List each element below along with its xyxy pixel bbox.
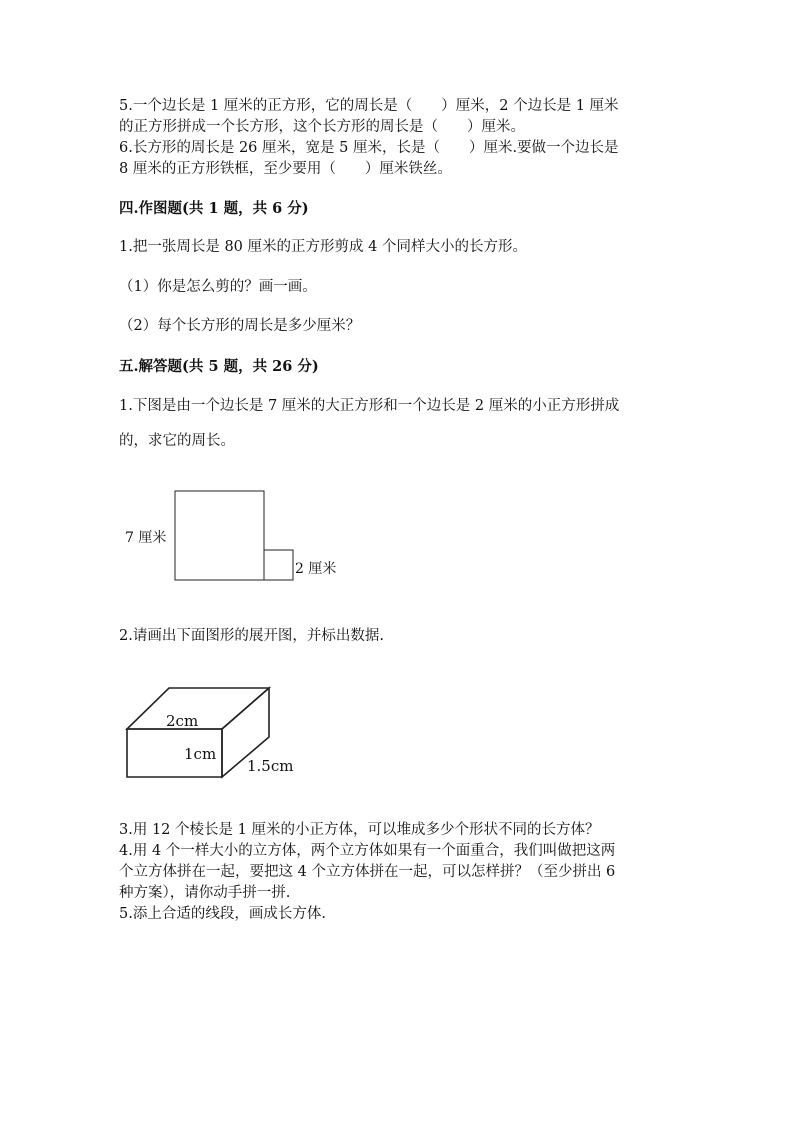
small-square-label: 2 厘米 bbox=[295, 561, 337, 577]
squares-figure bbox=[110, 480, 360, 590]
section-heading-solving: 五.解答题(共 5 题，共 26 分) bbox=[119, 358, 319, 375]
drawing-question-1-part-2: （2）每个长方形的周长是多少厘米？ bbox=[119, 318, 361, 334]
solving-question-2: 2.请画出下面图形的展开图，并标出数据. bbox=[119, 628, 384, 644]
cuboid-figure bbox=[110, 680, 310, 790]
cuboid-width-label: 1.5cm bbox=[247, 757, 294, 775]
cuboid-height-label: 1cm bbox=[184, 745, 217, 763]
solving-question-1-line-2: 的，求它的周长。 bbox=[119, 433, 235, 449]
drawing-question-1: 1.把一张周长是 80 厘米的正方形剪成 4 个同样大小的长方形。 bbox=[119, 239, 527, 255]
drawing-question-1-part-1: （1）你是怎么剪的？画一画。 bbox=[119, 279, 317, 295]
cuboid-length-label: 2cm bbox=[166, 712, 199, 730]
large-square-label: 7 厘米 bbox=[125, 530, 167, 546]
question-5-line-2: 的正方形拼成一个长方形，这个长方形的周长是（ ）厘米。 bbox=[119, 119, 525, 135]
solving-question-4-line-3: 种方案），请你动手拼一拼. bbox=[119, 885, 291, 901]
question-6-line-1: 6.长方形的周长是 26 厘米，宽是 5 厘米，长是（ ）厘米.要做一个边长是 bbox=[119, 140, 619, 156]
solving-question-1-line-1: 1.下图是由一个边长是 7 厘米的大正方形和一个边长是 2 厘米的小正方形拼成 bbox=[119, 398, 620, 414]
solving-question-5: 5.添上合适的线段，画成长方体. bbox=[119, 906, 326, 922]
question-5-line-1: 5.一个边长是 1 厘米的正方形，它的周长是（ ）厘米，2 个边长是 1 厘米 bbox=[119, 98, 619, 114]
section-heading-drawing: 四.作图题(共 1 题，共 6 分) bbox=[119, 200, 309, 217]
solving-question-4-line-2: 个立方体拼在一起，要把这 4 个立方体拼在一起，可以怎样拼？（至少拼出 6 bbox=[119, 864, 616, 880]
large-square bbox=[175, 491, 264, 580]
small-square bbox=[264, 550, 293, 580]
solving-question-4-line-1: 4.用 4 个一样大小的立方体，两个立方体如果有一个面重合，我们叫做把这两 bbox=[119, 843, 616, 859]
question-6-line-2: 8 厘米的正方形铁框，至少要用（ ）厘米铁丝。 bbox=[119, 161, 452, 177]
solving-question-3: 3.用 12 个棱长是 1 厘米的小正方体，可以堆成多少个形状不同的长方体？ bbox=[119, 822, 600, 838]
